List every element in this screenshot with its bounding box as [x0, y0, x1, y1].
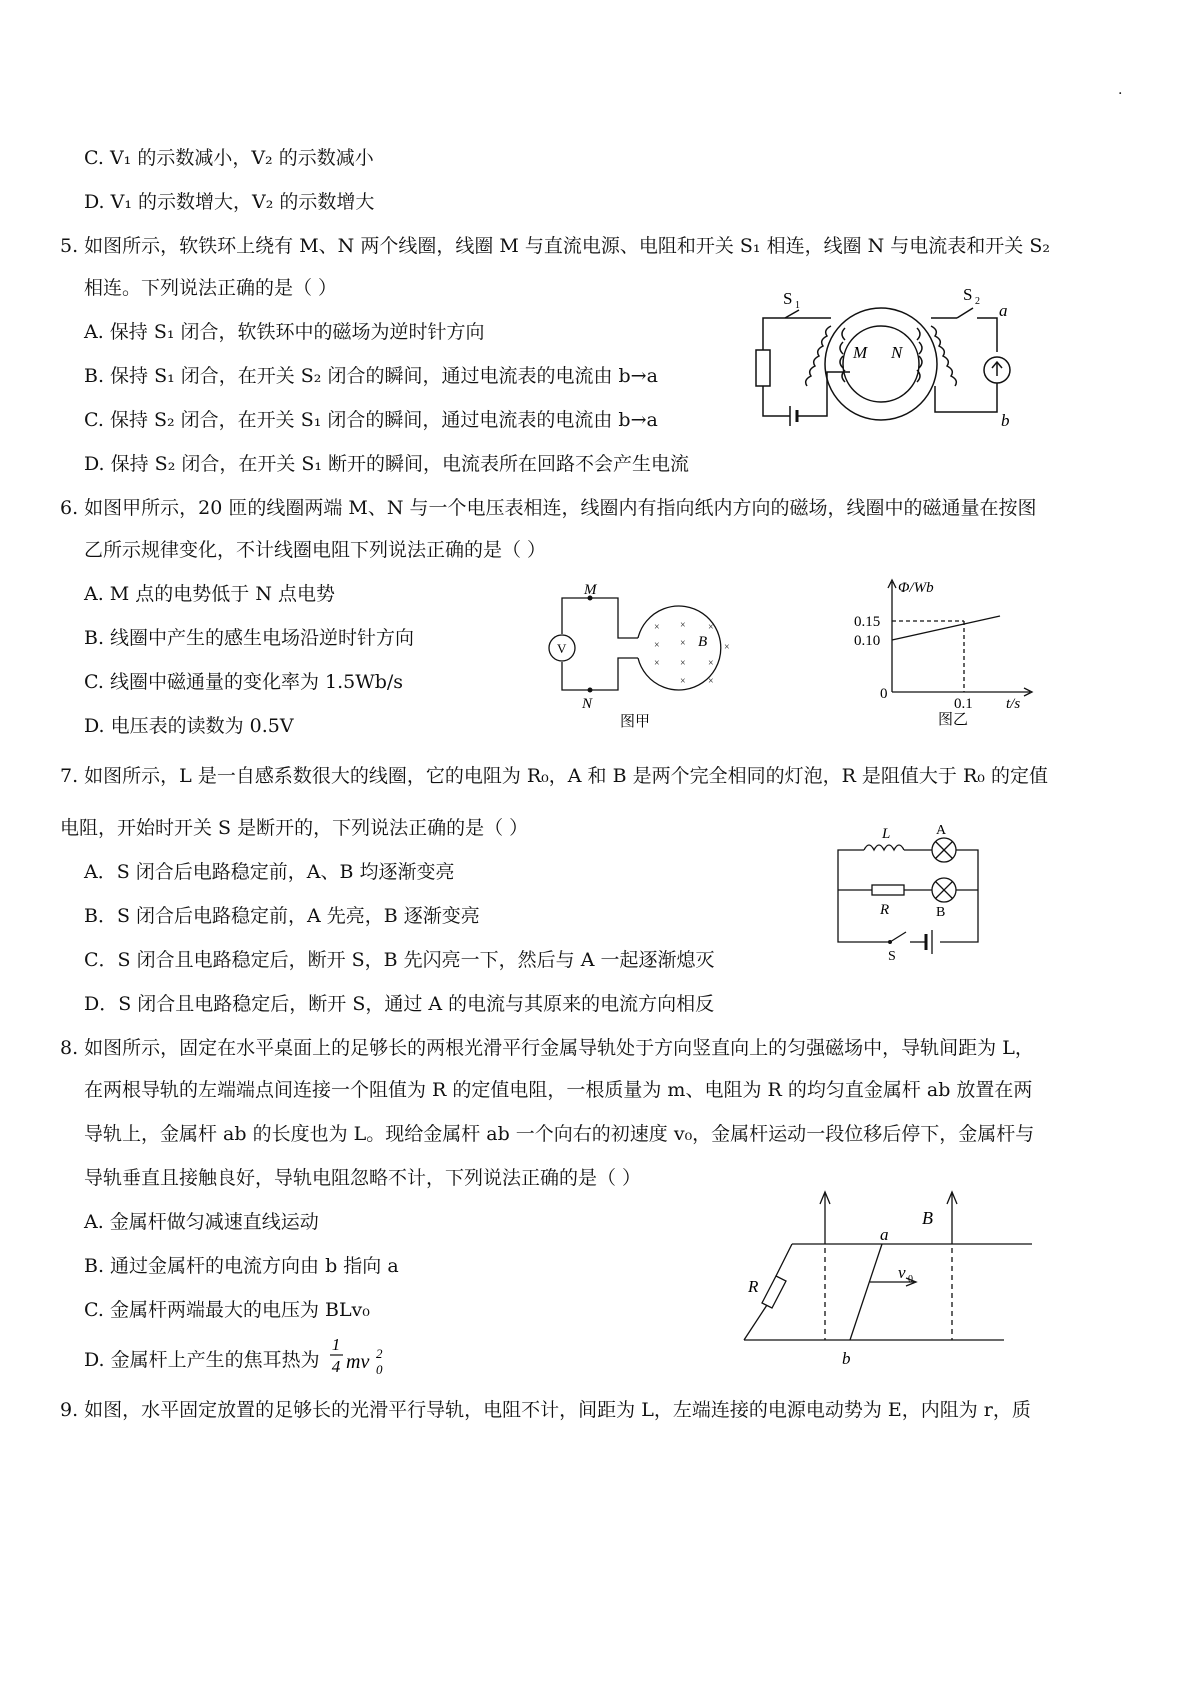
switch-s2-icon — [957, 308, 973, 318]
q4-option-d: D. V₁ 的示数增大，V₂ 的示数增大 — [84, 191, 375, 213]
formula-denominator: 4 — [331, 1357, 341, 1376]
label-a: a — [999, 301, 1008, 320]
formula-exponent: 2 — [376, 1346, 383, 1361]
q5-stem-line2: 相连。下列说法正确的是（ ） — [84, 277, 338, 299]
q8-stem-line4: 导轨垂直且接触良好，导轨电阻忽略不计，下列说法正确的是（ ） — [84, 1167, 642, 1189]
switch-s1-icon — [785, 310, 799, 318]
label-l: L — [882, 826, 891, 842]
corner-mark: . — [1118, 82, 1123, 98]
formula-numerator: 1 — [331, 1335, 341, 1354]
label-v-sub: 0 — [908, 1274, 913, 1285]
label-v: V — [557, 641, 567, 656]
label-n: N — [891, 343, 903, 362]
q8-option-d-formula — [330, 1334, 400, 1378]
q8-option-c: C. 金属杆两端最大的电压为 BLv₀ — [84, 1299, 370, 1321]
y-tick-010: 0.10 — [854, 633, 881, 649]
origin-label: 0 — [880, 686, 888, 702]
switch-s-icon — [890, 932, 906, 942]
label-b: B — [936, 905, 946, 920]
formula-body: mv — [346, 1351, 370, 1373]
label-n: N — [582, 696, 593, 712]
q8-stem-line1: 8. 如图所示，固定在水平桌面上的足够长的两根光滑平行金属导轨处于方向竖直向上的匀强磁场中，导轨间距为 L， — [60, 1037, 1034, 1059]
q6-option-d: D. 电压表的读数为 0.5V — [84, 715, 294, 737]
svg-text:×: × — [708, 676, 714, 687]
x-axis-label: t/s — [1006, 696, 1021, 712]
svg-text:×: × — [724, 642, 730, 653]
q5-option-c: C. 保持 S₂ 闭合，在开关 S₁ 闭合的瞬间，通过电流表的电流由 b→a — [84, 409, 658, 431]
q7-option-b: B．S 闭合后电路稳定前，A 先亮，B 逐渐变亮 — [84, 905, 480, 927]
label-b-field: B — [922, 1208, 933, 1228]
resistor-icon — [756, 350, 770, 386]
q9-stem-line1: 9. 如图，水平固定放置的足够长的光滑平行导轨，电阻不计，间距为 L，左端连接的电源电动势为 E，内阻为 r，质 — [60, 1399, 1031, 1421]
q7-stem-line1: 7. 如图所示，L 是一自感系数很大的线圈，它的电阻为 R₀，A 和 B 是两个完全相同的灯泡，R 是阻值大于 R₀ 的定值 — [60, 765, 1048, 787]
x-tick-01: 0.1 — [954, 696, 973, 712]
q7-stem-line2: 电阻，开始时开关 S 是断开的，下列说法正确的是（ ） — [60, 817, 529, 839]
iron-ring-inner — [843, 326, 919, 402]
formula-subscript: 0 — [376, 1362, 383, 1377]
q5-figure-ring-circuit — [745, 282, 1035, 442]
svg-text:×: × — [654, 622, 660, 633]
label-b: b — [1001, 411, 1010, 430]
svg-text:×: × — [708, 622, 714, 633]
svg-text:×: × — [654, 658, 660, 669]
caption-a: 图甲 — [620, 714, 651, 730]
label-r: R — [880, 902, 890, 918]
label-m: M — [853, 343, 868, 362]
label-s1-sub: 1 — [795, 300, 800, 311]
q5-option-a: A. 保持 S₁ 闭合，软铁环中的磁场为逆时针方向 — [84, 321, 485, 343]
q7-option-d: D．S 闭合且电路稳定后，断开 S，通过 A 的电流与其原来的电流方向相反 — [84, 993, 715, 1015]
q5-option-b: B. 保持 S₁ 闭合，在开关 S₂ 闭合的瞬间，通过电流表的电流由 b→a — [84, 365, 658, 387]
q5-option-d: D. 保持 S₂ 闭合，在开关 S₁ 断开的瞬间，电流表所在回路不会产生电流 — [84, 453, 690, 475]
q8-option-d: D. 金属杆上产生的焦耳热为 — [84, 1349, 320, 1371]
label-a: a — [880, 1225, 889, 1244]
svg-text:×: × — [680, 658, 686, 669]
q8-option-a: A. 金属杆做匀减速直线运动 — [84, 1211, 319, 1233]
flux-line — [892, 616, 1000, 640]
label-m: M — [584, 582, 597, 598]
q8-figure-rails — [732, 1188, 1042, 1368]
label-a: A — [936, 823, 947, 838]
metal-rod-ab — [850, 1244, 882, 1340]
caption-b: 图乙 — [938, 712, 969, 728]
q6-stem-line2: 乙所示规律变化，不计线圈电阻下列说法正确的是（ ） — [84, 539, 547, 561]
svg-text:×: × — [680, 676, 686, 687]
field-crosses — [654, 620, 730, 687]
q7-figure-circuit — [832, 822, 992, 962]
q7-option-c: C．S 闭合且电路稳定后，断开 S，B 先闪亮一下，然后与 A 一起逐渐熄灭 — [84, 949, 715, 971]
svg-text:×: × — [654, 640, 660, 651]
q8-stem-line3: 导轨上，金属杆 ab 的长度也为 L。现给金属杆 ab 一个向右的初速度 v₀，金属杆运动一段位移后停下，金属杆与 — [84, 1123, 1035, 1145]
label-s: S — [888, 949, 896, 962]
svg-text:×: × — [708, 658, 714, 669]
svg-text:×: × — [680, 638, 686, 649]
resistor-r-icon — [762, 1276, 786, 1308]
resistor-r-icon — [872, 885, 904, 895]
q6-option-a: A. M 点的电势低于 N 点电势 — [84, 583, 335, 605]
svg-text:×: × — [680, 620, 686, 631]
y-axis-label: Φ/Wb — [898, 580, 934, 596]
label-r: R — [748, 1277, 759, 1296]
q4-option-c: C. V₁ 的示数减小，V₂ 的示数减小 — [84, 147, 374, 169]
label-s1: S — [783, 289, 793, 308]
label-b: B — [698, 634, 708, 650]
label-b: b — [842, 1349, 851, 1368]
q6-option-c: C. 线圈中磁通量的变化率为 1.5Wb/s — [84, 671, 404, 693]
q8-option-b: B. 通过金属杆的电流方向由 b 指向 a — [84, 1255, 399, 1277]
label-v: v — [898, 1263, 906, 1282]
q7-option-a: A．S 闭合后电路稳定前，A、B 均逐渐变亮 — [84, 861, 455, 883]
q6-figure-a-coil — [540, 580, 750, 730]
q6-option-b: B. 线圈中产生的感生电场沿逆时针方向 — [84, 627, 415, 649]
label-s2-sub: 2 — [975, 296, 980, 307]
q6-figure-b-graph — [842, 574, 1042, 734]
inductor-icon — [864, 845, 904, 850]
q8-stem-line2: 在两根导轨的左端端点间连接一个阻值为 R 的定值电阻，一根质量为 m、电阻为 R 的均匀直金属杆 ab 放置在两 — [84, 1079, 1033, 1101]
y-tick-015: 0.15 — [854, 614, 881, 630]
iron-ring-outer — [825, 308, 937, 420]
q6-stem-line1: 6. 如图甲所示，20 匝的线圈两端 M、N 与一个电压表相连，线圈内有指向纸内方向的磁场，线圈中的磁通量在按图 — [60, 497, 1037, 519]
label-s2: S — [963, 285, 973, 304]
q5-stem-line1: 5. 如图所示，软铁环上绕有 M、N 两个线圈，线圈 M 与直流电源、电阻和开关 S₁ 相连，线圈 N 与电流表和开关 S₂ — [60, 235, 1050, 257]
